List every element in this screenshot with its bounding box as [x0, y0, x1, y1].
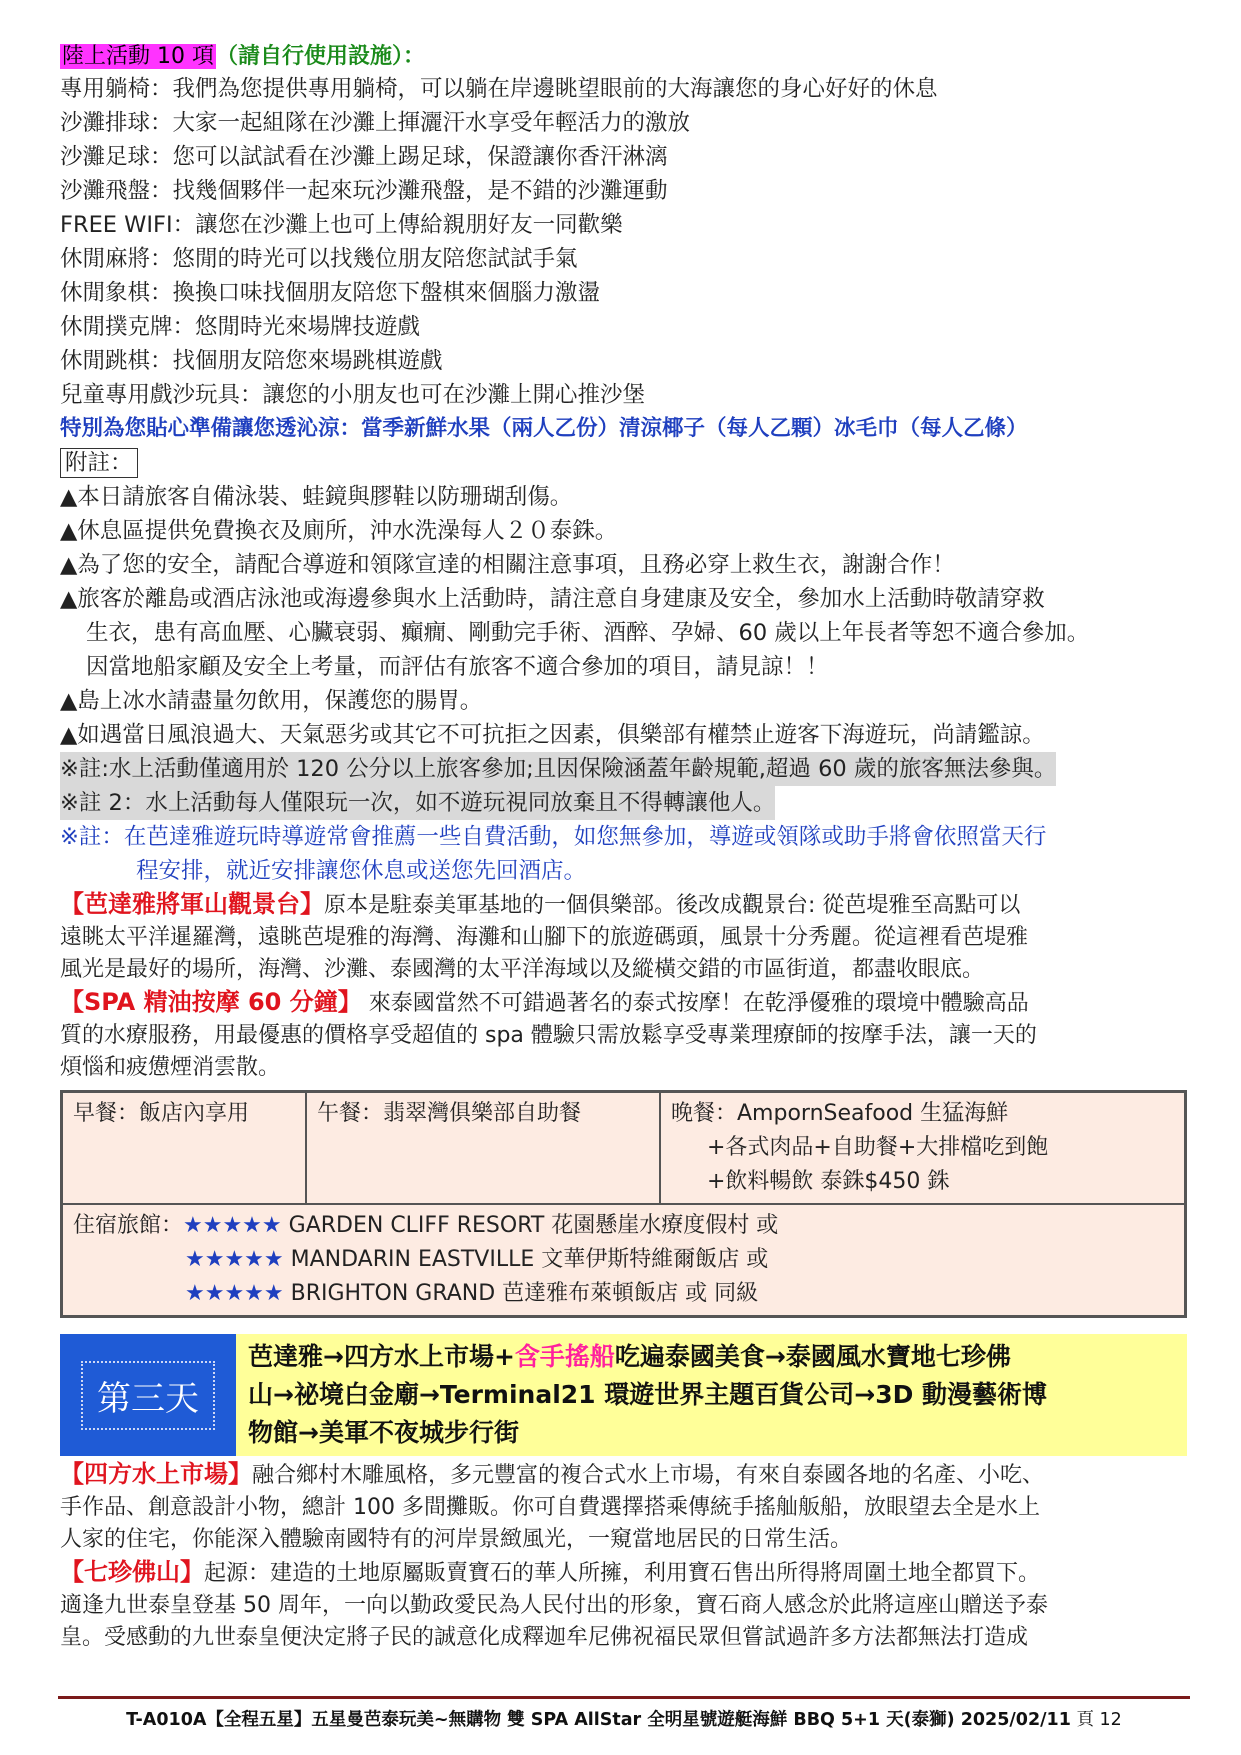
sight-text: 來泰國當然不可錯過著名的泰式按摩！在乾淨優雅的環境中體驗高品 — [361, 991, 1029, 1016]
sight-general-mountain — [60, 888, 1190, 986]
activity-item: 專用躺椅：我們為您提供專用躺椅，可以躺在岸邊眺望眼前的大海讓您的身心好好的休息 — [60, 76, 938, 102]
activity-item: 兒童專用戲沙玩具：讓您的小朋友也可在沙灘上開心推沙堡 — [60, 382, 646, 408]
dinner-line: 晚餐：AmpornSeafood 生猛海鮮 — [671, 1101, 1009, 1126]
intro-text: 手作品、創意設計小物，總計 100 多間攤販。你可自費選擇搭乘傳統手搖舢舨船，放眼望去全是水上 — [60, 1495, 1040, 1520]
stay-line — [73, 1209, 1174, 1243]
footer-divider — [58, 1696, 1190, 1699]
hotel-name: GARDEN CLIFF RESORT 花園懸崖水療度假村 或 — [288, 1213, 779, 1238]
special-offer: 特別為您貼心準備讓您透沁涼：當季新鮮水果（兩人乙份）清涼椰子（每人乙顆）冰毛巾（每人乙條） — [60, 416, 1028, 441]
gray-note: ※註:水上活動僅適用於 120 公分以上旅客參加;且因保險涵蓋年齡規範,超過 60 歲的旅客無法參與。 — [60, 752, 1056, 786]
intro-heading: 【四方水上市場】 — [60, 1460, 252, 1488]
intro-text: 人家的住宅，你能深入體驗南國特有的河岸景緻風光，一窺當地居民的日常生活。 — [60, 1527, 853, 1552]
route-text: 芭達雅→四方水上市場+ — [248, 1342, 515, 1371]
breakfast-cell: 早餐：飯店內享用 — [62, 1092, 306, 1204]
gray-note: ※註 2：水上活動每人僅限玩一次，如不遊玩視同放棄且不得轉讓他人。 — [60, 786, 775, 820]
intro-heading: 【七珍佛山】 — [60, 1558, 204, 1586]
sight-text: 風光是最好的場所，海灣、沙灘、泰國灣的太平洋海域以及縱橫交錯的市區街道，都盡收眼底。 — [60, 957, 985, 982]
note-item-cont: 生衣，患有高血壓、心臟衰弱、癲癇、剛動完手術、酒醉、孕婦、60 歲以上年長者等恕不適合參加。 — [86, 620, 1090, 646]
page-number: 頁 12 — [1070, 1710, 1122, 1730]
note-item-cont: 因當地船家顧及安全上考量，而評估有旅客不適合參加的項目，請見諒！！ — [86, 654, 829, 680]
hotel-name: BRIGHTON GRAND 芭達雅布萊頓飯店 或 同級 — [290, 1281, 759, 1306]
activity-item: FREE WIFI：讓您在沙灘上也可上傳給親朋好友一同歡樂 — [60, 212, 623, 238]
page-content — [60, 42, 1190, 1654]
activity-item: 休閒跳棋：找個朋友陪您來場跳棋遊戲 — [60, 348, 443, 374]
activity-item: 休閒象棋：換換口味找個朋友陪您下盤棋來個腦力激盪 — [60, 280, 601, 306]
day3-header — [60, 1334, 1187, 1456]
day3-label-box — [60, 1334, 236, 1456]
footer-text: T-A010A【全程五星】五星曼芭泰玩美~無購物 雙 SPA AllStar 全明星號遊艇海鮮 BBQ 5+1 天(泰獅) 2025/02/11 — [126, 1710, 1071, 1730]
activity-item: 休閒撲克牌：悠閒時光來場牌技遊戲 — [60, 314, 421, 340]
activity-item: 沙灘足球：您可以試試看在沙灘上踢足球，保證讓你香汗淋漓 — [60, 144, 668, 170]
star-rating: ★★★★★ — [185, 1247, 284, 1272]
dinner-line: +各式肉品+自助餐+大排檔吃到飽 — [707, 1135, 1049, 1160]
activity-item: 休閒麻將：悠閒的時光可以找幾位朋友陪您試試手氣 — [60, 246, 578, 272]
sight-text: 原本是駐泰美軍基地的一個俱樂部。後改成觀景台: 從芭堤雅至高點可以 — [324, 893, 1021, 918]
stay-line — [73, 1277, 1174, 1311]
day3-label: 第三天 — [81, 1361, 215, 1430]
gray-note-row — [60, 752, 1190, 786]
day3-route — [236, 1334, 1187, 1456]
note-item: ▲如遇當日風浪過大、天氣惡劣或其它不可抗拒之因素，俱樂部有權禁止遊客下海遊玩，尚請鑑諒。 — [60, 722, 1045, 748]
note-item: ▲為了您的安全，請配合導遊和領隊宣達的相關注意事項，且務必穿上救生衣，謝謝合作！ — [60, 552, 955, 578]
sight-text: 遠眺太平洋暹羅灣，遠眺芭堤雅的海灣、海灘和山腳下的旅遊碼頭，風景十分秀麗。從這裡看芭堤雅 — [60, 925, 1029, 950]
page-footer — [58, 1706, 1190, 1731]
sight-text: 質的水療服務，用最優惠的價格享受超值的 spa 體驗只需放鬆享受專業理療師的按摩手法，讓一天的 — [60, 1023, 1037, 1048]
note-item: ▲旅客於離島或酒店泳池或海邊參與水上活動時，請注意自身建康及安全，參加水上活動時敬請穿救 — [60, 586, 1045, 612]
star-rating: ★★★★★ — [183, 1213, 282, 1238]
activity-list — [60, 72, 1190, 412]
intro-text: 起源：建造的土地原屬販賣寶石的華人所擁，利用寶石售出所得將周圍土地全都買下。 — [204, 1561, 1041, 1586]
star-rating: ★★★★★ — [185, 1281, 284, 1306]
route-highlight: 含手搖船 — [514, 1342, 615, 1371]
note-item: ▲休息區提供免費換衣及廁所，沖水洗澡每人２０泰銖。 — [60, 518, 618, 544]
route-text: 物館→美軍不夜城步行街 — [248, 1418, 519, 1447]
sight-heading: 【SPA 精油按摩 60 分鐘】 — [60, 988, 362, 1016]
gray-note-row — [60, 786, 1190, 820]
notes-heading-row — [60, 446, 1190, 480]
intro-floating-market — [60, 1458, 1190, 1556]
route-text: 吃遍泰國美食→泰國風水寶地七珍佛 — [614, 1342, 1011, 1371]
intro-buddha-mountain — [60, 1556, 1190, 1654]
activities-title-highlight: 陸上活動 10 項 — [62, 44, 214, 69]
activity-item: 沙灘飛盤：找幾個夥伴一起來玩沙灘飛盤，是不錯的沙灘運動 — [60, 178, 668, 204]
stay-label: 住宿旅館： — [73, 1213, 184, 1238]
sight-spa — [60, 986, 1190, 1084]
activities-title-rest: （請自行使用設施）： — [215, 44, 425, 69]
note-item: ▲島上冰水請盡量勿飲用，保護您的腸胃。 — [60, 688, 483, 714]
notes-heading: 附註： — [60, 448, 138, 478]
stay-line — [73, 1243, 1174, 1277]
hotel-name: MANDARIN EASTVILLE 文華伊斯特維爾飯店 或 — [290, 1247, 769, 1272]
lunch-cell: 午餐：翡翠灣俱樂部自助餐 — [306, 1092, 660, 1204]
blue-note-cont: 程安排，就近安排讓您休息或送您先回酒店。 — [136, 858, 587, 884]
route-text: 山→祕境白金廟→Terminal21 環遊世界主題百貨公司→3D 動漫藝術博 — [248, 1380, 1048, 1409]
intro-text: 適逢九世泰皇登基 50 周年，一向以勤政愛民為人民付出的形象，寶石商人感念於此將這座山贈送予泰 — [60, 1593, 1048, 1618]
blue-note: ※註：在芭達雅遊玩時導遊常會推薦一些自費活動，如您無參加，導遊或領隊或助手將會依照當天行 — [60, 824, 1047, 850]
activities-title — [60, 42, 1190, 72]
sight-text: 煩惱和疲憊煙消雲散。 — [60, 1055, 281, 1080]
activity-item: 沙灘排球：大家一起組隊在沙灘上揮灑汗水享受年輕活力的激放 — [60, 110, 691, 136]
dinner-line: +飲料暢飲 泰銖$450 銖 — [707, 1169, 950, 1194]
stay-cell — [62, 1204, 1185, 1316]
intro-text: 皇。受感動的九世泰皇便決定將子民的誠意化成釋迦牟尼佛祝福民眾但嘗試過許多方法都無法打造成 — [60, 1625, 1029, 1650]
note-item: ▲本日請旅客自備泳裝、蛙鏡與膠鞋以防珊瑚刮傷。 — [60, 484, 573, 510]
meals-table — [60, 1090, 1187, 1318]
sight-heading: 【芭達雅將軍山觀景台】 — [60, 890, 324, 918]
dinner-cell — [660, 1092, 1185, 1204]
intro-text: 融合鄉村木雕風格，多元豐富的複合式水上市場，有來自泰國各地的名產、小吃、 — [252, 1463, 1045, 1488]
